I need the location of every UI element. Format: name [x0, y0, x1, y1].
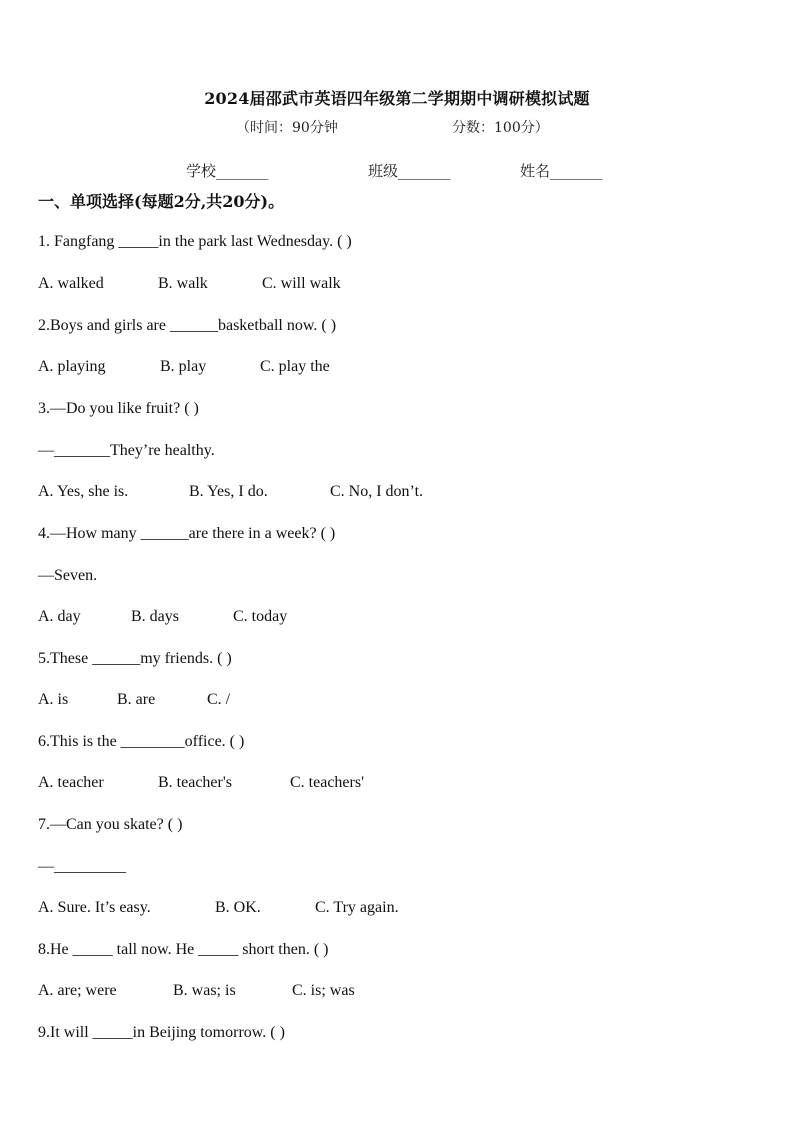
question-5-option-c: C. / — [207, 691, 231, 708]
question-5: 5.These ______my friends. ( ) — [38, 650, 232, 667]
question-4-option-a: A. day — [38, 608, 81, 625]
question-9: 9.It will _____in Beijing tomorrow. ( ) — [38, 1024, 285, 1041]
question-7-option-c: C. Try again. — [315, 899, 399, 916]
question-3-option-a: A. Yes, she is. — [38, 483, 129, 500]
school-field: 学校_______ — [186, 162, 269, 180]
question-6-option-c: C. teachers' — [290, 774, 364, 791]
question-2-option-a: A. playing — [38, 358, 106, 375]
question-8-option-c: C. is; was — [292, 982, 355, 999]
question-1-option-c: C. will walk — [262, 275, 341, 292]
question-8-option-a: A. are; were — [38, 982, 117, 999]
question-1-options — [38, 274, 341, 294]
question-3: 3.—Do you like fruit? ( ) — [38, 400, 199, 417]
question-5-option-b: B. are — [117, 691, 156, 708]
question-5-option-a: A. is — [38, 691, 69, 708]
question-3-option-c: C. No, I don’t. — [330, 483, 424, 500]
question-7-option-b: B. OK. — [215, 899, 261, 916]
question-7: 7.—Can you skate? ( ) — [38, 816, 183, 833]
question-4: 4.—How many ______are there in a week? ( ) — [38, 525, 336, 542]
question-3-response: —_______They’re healthy. — [38, 442, 215, 459]
exam-score: 分数：100分） — [452, 120, 549, 136]
question-6-option-a: A. teacher — [38, 774, 104, 791]
question-2-options — [38, 357, 330, 377]
question-1: 1. Fangfang _____in the park last Wednesday. ( ) — [38, 233, 352, 250]
question-3-options — [38, 482, 423, 502]
question-7-option-a: A. Sure. It’s easy. — [38, 899, 151, 916]
question-4-option-b: B. days — [131, 608, 179, 625]
name-field: 姓名_______ — [520, 162, 603, 180]
question-7-response: —_________ — [38, 858, 126, 875]
question-8-options — [38, 981, 355, 1001]
question-1-option-a: A. walked — [38, 275, 104, 292]
question-8: 8.He _____ tall now. He _____ short then. ( ) — [38, 941, 329, 958]
question-4-option-c: C. today — [233, 608, 288, 625]
class-field: 班级_______ — [368, 162, 451, 180]
exam-time: （时间：90分钟 — [236, 120, 338, 136]
question-1-option-b: B. walk — [158, 275, 208, 292]
question-6-options — [38, 773, 364, 793]
section-heading: 一、单项选择(每题2分,共20分)。 — [38, 192, 285, 211]
question-6: 6.This is the ________office. ( ) — [38, 733, 245, 750]
question-2-option-c: C. play the — [260, 358, 330, 375]
question-2: 2.Boys and girls are ______basketball now. ( ) — [38, 317, 337, 334]
question-2-option-b: B. play — [160, 358, 207, 375]
question-4-response: —Seven. — [38, 567, 98, 584]
question-7-options — [38, 898, 399, 918]
question-3-option-b: B. Yes, I do. — [189, 483, 268, 500]
question-6-option-b: B. teacher's — [158, 774, 232, 791]
question-5-options — [38, 690, 230, 710]
question-8-option-b: B. was; is — [173, 982, 236, 999]
question-4-options — [38, 607, 287, 627]
exam-title: 2024届邵武市英语四年级第二学期期中调研模拟试题 — [204, 89, 590, 108]
